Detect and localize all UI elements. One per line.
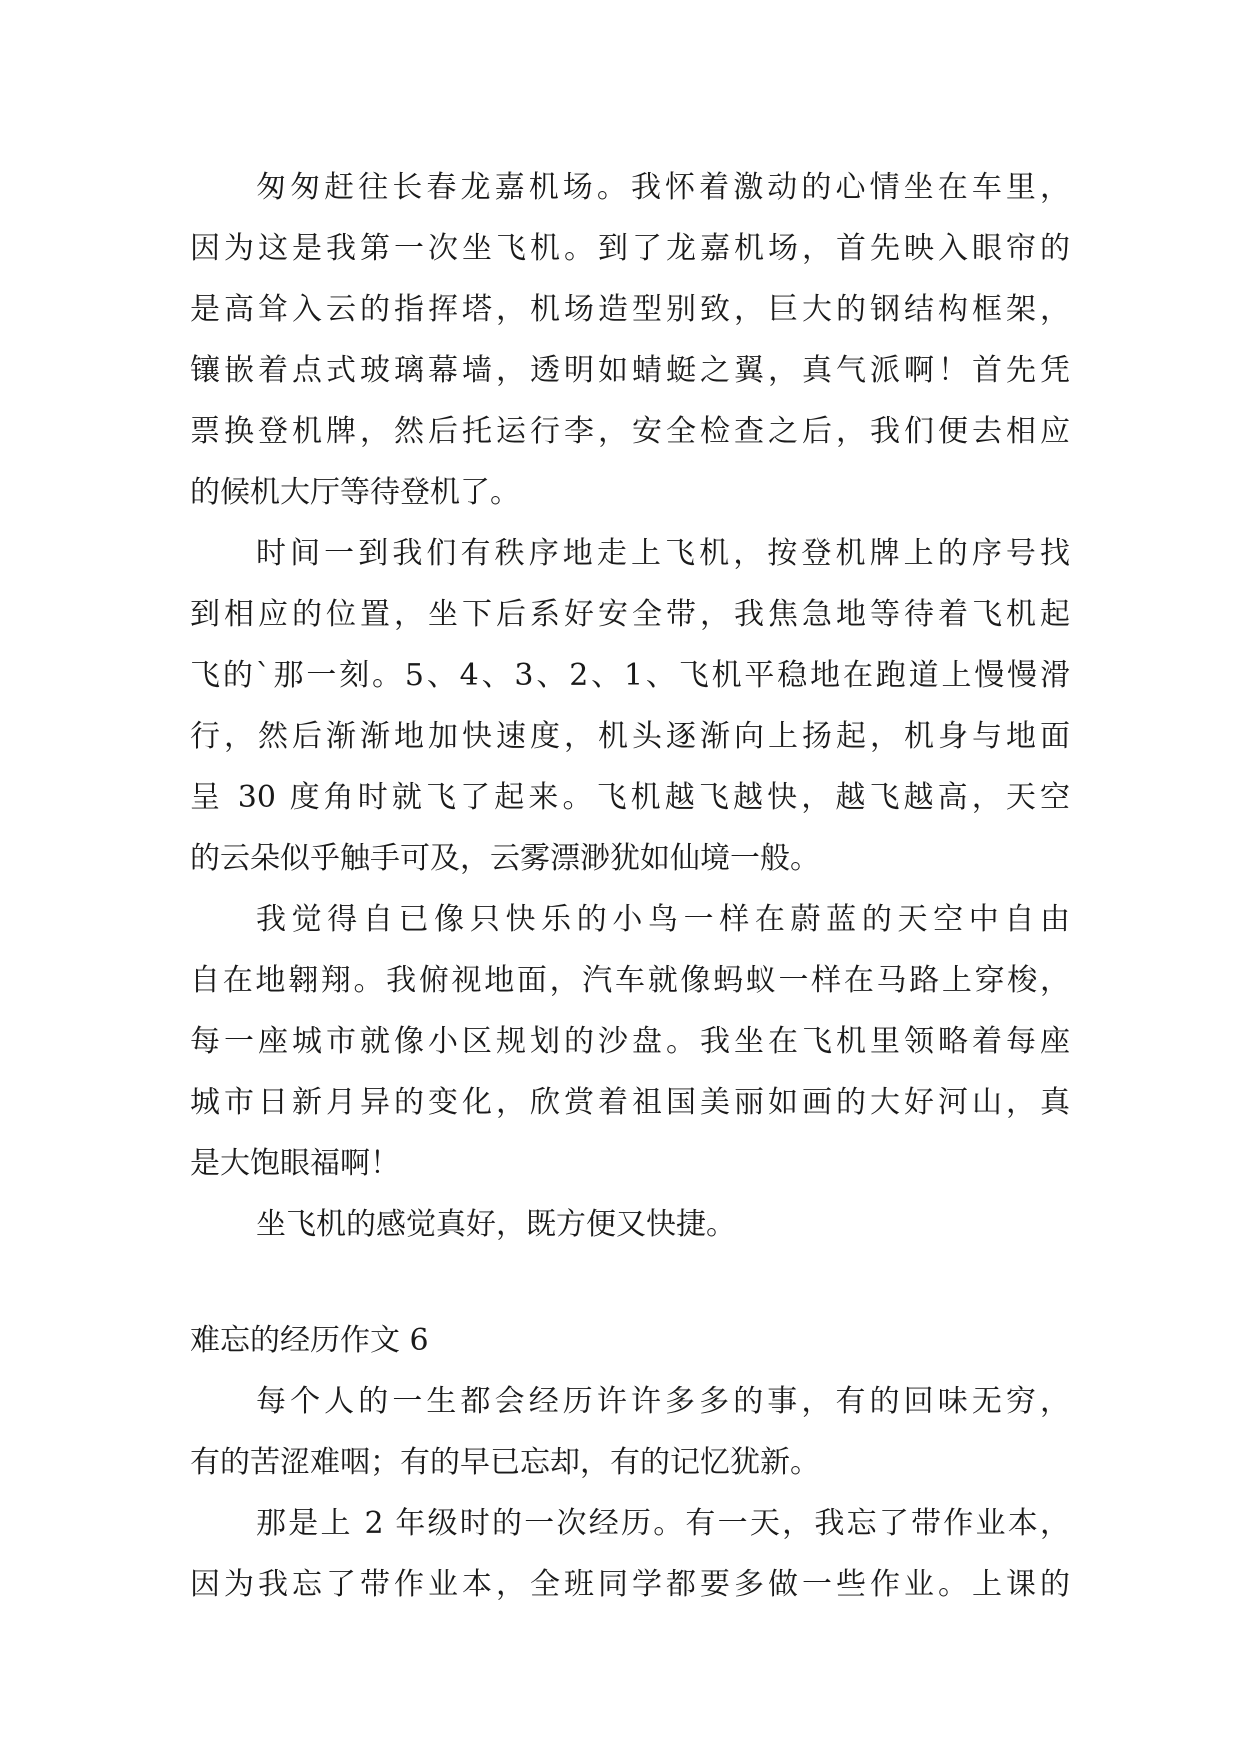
paragraph-line: 因为我忘了带作业本，全班同学都要多做一些作业。上课的 xyxy=(190,1567,1070,1602)
paragraph-line: 匆匆赶往长春龙嘉机场。我怀着激动的心情坐在车里， xyxy=(256,170,1070,205)
paragraph-line: 票换登机牌，然后托运行李，安全检查之后，我们便去相应 xyxy=(190,414,1070,449)
paragraph-line: 有的苦涩难咽；有的早已忘却，有的记忆犹新。 xyxy=(190,1445,820,1480)
paragraph-line: 城市日新月异的变化，欣赏着祖国美丽如画的大好河山，真 xyxy=(190,1085,1070,1120)
paragraph-line: 因为这是我第一次坐飞机。到了龙嘉机场，首先映入眼帘的 xyxy=(190,231,1070,266)
paragraph-line: 那是上 2 年级时的一次经历。有一天，我忘了带作业本， xyxy=(256,1506,1070,1541)
paragraph-line: 自在地翱翔。我俯视地面，汽车就像蚂蚁一样在马路上穿梭， xyxy=(190,963,1070,998)
paragraph-line: 的候机大厅等待登机了。 xyxy=(190,475,520,510)
paragraph-line: 每一座城市就像小区规划的沙盘。我坐在飞机里领略着每座 xyxy=(190,1024,1070,1059)
paragraph-line: 每个人的一生都会经历许许多多的事，有的回味无穷， xyxy=(256,1384,1070,1419)
paragraph-line: 是大饱眼福啊！ xyxy=(190,1146,400,1181)
paragraph-line: 的云朵似乎触手可及，云雾漂渺犹如仙境一般。 xyxy=(190,841,820,876)
paragraph-line: 呈 30 度角时就飞了起来。飞机越飞越快，越飞越高，天空 xyxy=(190,780,1070,815)
paragraph-line: 坐飞机的感觉真好，既方便又快捷。 xyxy=(256,1207,736,1242)
paragraph-line: 行，然后渐渐地加快速度，机头逐渐向上扬起，机身与地面 xyxy=(190,719,1070,754)
paragraph-line: 是高耸入云的指挥塔，机场造型别致，巨大的钢结构框架， xyxy=(190,292,1070,327)
paragraph-line: 飞的`那一刻。5、4、3、2、1、飞机平稳地在跑道上慢慢滑 xyxy=(190,658,1070,693)
paragraph-line: 镶嵌着点式玻璃幕墙，透明如蜻蜓之翼，真气派啊！首先凭 xyxy=(190,353,1070,388)
section-heading: 难忘的经历作文 6 xyxy=(190,1323,429,1358)
paragraph-line: 时间一到我们有秩序地走上飞机，按登机牌上的序号找 xyxy=(256,536,1070,571)
paragraph-line: 我觉得自已像只快乐的小鸟一样在蔚蓝的天空中自由 xyxy=(256,902,1070,937)
paragraph-line: 到相应的位置，坐下后系好安全带，我焦急地等待着飞机起 xyxy=(190,597,1070,632)
